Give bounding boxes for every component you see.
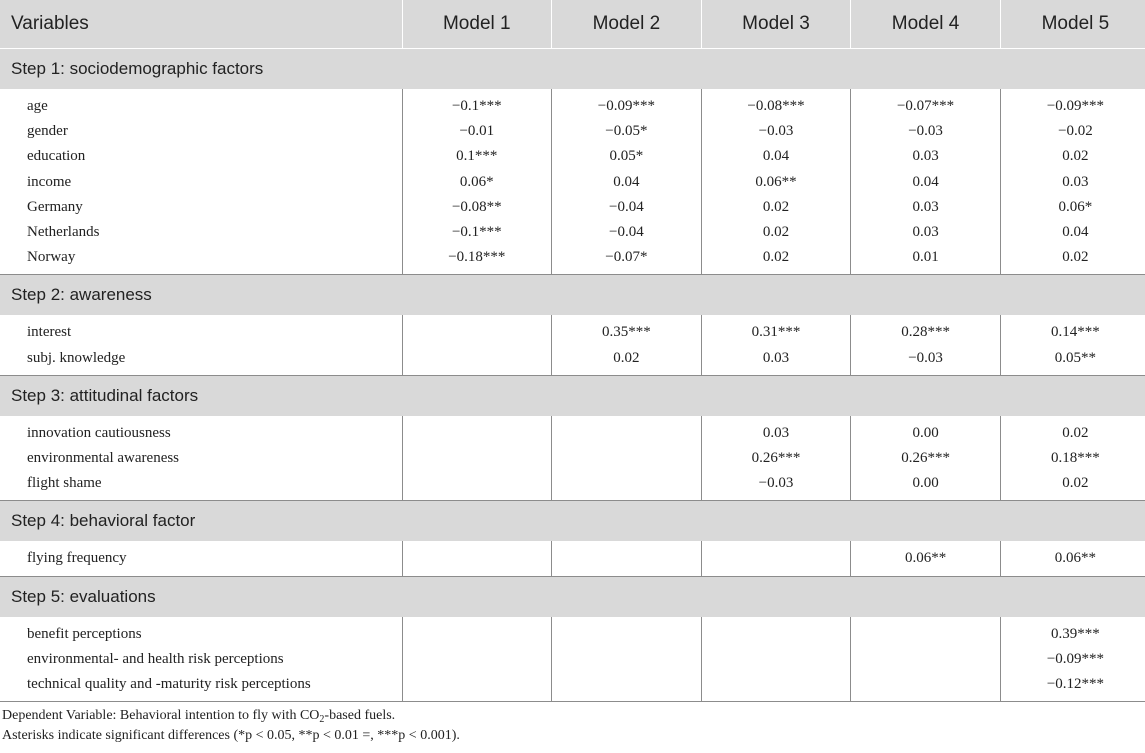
- model-3-column: [701, 416, 851, 501]
- model-2-column: [552, 617, 702, 702]
- table-footnotes: [0, 702, 1145, 746]
- header-variables: Variables: [0, 0, 402, 49]
- variable-label: Netherlands: [27, 224, 100, 241]
- footnote-asterisks: Asterisks indicate significant differences (*p < 0.05, **p < 0.01 =, ***p < 0.001).: [2, 728, 460, 744]
- variable-label: environmental- and health risk perceptions: [27, 650, 284, 667]
- variable-label: gender: [27, 123, 68, 140]
- coefficient-cell: 0.01: [912, 249, 939, 266]
- step-header-row: [0, 375, 1145, 416]
- coefficient-cell: 0.03: [912, 148, 939, 165]
- coefficient-cell: 0.18***: [1051, 450, 1100, 467]
- model-4-column: [851, 315, 1001, 375]
- model-3-column: [701, 89, 851, 275]
- step-header-row: [0, 275, 1145, 316]
- coefficient-cell: −0.05*: [605, 123, 648, 140]
- model-3-column: [701, 541, 851, 576]
- header-model-3: Model 3: [701, 0, 851, 49]
- coefficient-cell: [403, 672, 552, 697]
- coefficient-cell: 0.02: [762, 198, 790, 215]
- step-title: Step 2: awareness: [0, 275, 1145, 316]
- model-2-column: [552, 315, 702, 375]
- coefficient-cell: 0.00: [912, 475, 939, 492]
- variable-label: subj. knowledge: [27, 349, 126, 366]
- coefficient-cell: [552, 672, 701, 697]
- coefficient-cell: 0.02: [1062, 475, 1089, 492]
- variable-label: environmental awareness: [27, 450, 180, 467]
- variable-column: [0, 89, 402, 275]
- step-header-row: [0, 49, 1145, 90]
- step-title: Step 1: sociodemographic factors: [0, 49, 1145, 90]
- coefficient-cell: [552, 647, 701, 672]
- variable-column: [0, 541, 402, 576]
- coefficient-cell: −0.1***: [451, 224, 502, 241]
- variable-column: [0, 416, 402, 501]
- coefficient-cell: 0.04: [912, 173, 939, 190]
- model-2-column: [552, 416, 702, 501]
- coefficient-cell: [403, 421, 552, 446]
- coefficient-cell: 0.02: [1062, 148, 1089, 165]
- coefficient-cell: 0.02: [1062, 249, 1089, 266]
- model-4-column: [851, 416, 1001, 501]
- coefficient-cell: [851, 672, 1000, 697]
- coefficient-cell: 0.1***: [456, 148, 498, 165]
- variable-label: benefit perceptions: [27, 625, 142, 642]
- coefficient-cell: −0.1***: [451, 98, 502, 114]
- header-model-2: Model 2: [552, 0, 702, 49]
- coefficient-cell: 0.03: [912, 224, 939, 241]
- coefficient-cell: 0.00: [912, 424, 939, 441]
- step-body-row: [0, 617, 1145, 702]
- coefficient-cell: −0.07***: [896, 98, 955, 114]
- coefficient-cell: [702, 647, 851, 672]
- coefficient-cell: 0.02: [613, 349, 640, 366]
- model-1-column: [402, 89, 552, 275]
- coefficient-cell: −0.03: [908, 123, 943, 140]
- variable-label: Germany: [27, 198, 83, 215]
- model-5-column: [1000, 416, 1145, 501]
- step-body-row: [0, 416, 1145, 501]
- coefficient-cell: 0.28***: [901, 324, 950, 341]
- coefficient-cell: [552, 471, 701, 496]
- variable-label: income: [27, 173, 72, 190]
- coefficient-cell: [403, 446, 552, 471]
- coefficient-cell: [851, 647, 1000, 672]
- model-4-column: [851, 89, 1001, 275]
- variable-label: technical quality and -maturity risk perceptions: [27, 676, 311, 693]
- coefficient-cell: [702, 672, 851, 697]
- coefficient-cell: 0.04: [762, 148, 790, 165]
- model-1-column: [402, 315, 552, 375]
- coefficient-cell: −0.18***: [448, 249, 506, 266]
- header-row: [0, 0, 1145, 49]
- coefficient-cell: 0.04: [613, 173, 640, 190]
- coefficient-cell: [403, 622, 552, 647]
- variable-column: [0, 617, 402, 702]
- coefficient-cell: −0.12***: [1046, 676, 1105, 693]
- coefficient-cell: 0.39***: [1051, 625, 1100, 642]
- model-1-column: [402, 617, 552, 702]
- step-body-row: [0, 315, 1145, 375]
- coefficient-cell: [702, 622, 851, 647]
- coefficient-cell: −0.03: [908, 349, 943, 366]
- coefficient-cell: 0.06*: [459, 173, 494, 190]
- coefficient-cell: [403, 320, 552, 345]
- variable-label: Norway: [27, 249, 76, 266]
- coefficient-cell: 0.05*: [609, 148, 644, 165]
- coefficient-cell: [851, 622, 1000, 647]
- step-body-row: [0, 541, 1145, 576]
- step-header-row: [0, 501, 1145, 542]
- header-model-5: Model 5: [1000, 0, 1145, 49]
- model-5-column: [1000, 89, 1145, 275]
- header-model-1: Model 1: [402, 0, 552, 49]
- coefficient-cell: −0.03: [758, 123, 794, 140]
- coefficient-cell: 0.02: [762, 224, 790, 241]
- step-header-row: [0, 576, 1145, 617]
- coefficient-cell: 0.03: [762, 349, 790, 366]
- model-2-column: [552, 89, 702, 275]
- header-model-4: Model 4: [851, 0, 1001, 49]
- coefficient-cell: [403, 647, 552, 672]
- coefficient-cell: −0.04: [609, 224, 644, 241]
- coefficient-cell: 0.03: [912, 198, 939, 215]
- variable-column: [0, 315, 402, 375]
- coefficient-cell: 0.06**: [904, 550, 947, 567]
- coefficient-cell: −0.01: [459, 123, 495, 140]
- coefficient-cell: 0.26***: [751, 450, 801, 467]
- variable-label: flying frequency: [27, 550, 127, 567]
- coefficient-cell: 0.05**: [1054, 349, 1097, 366]
- coefficient-cell: 0.02: [1062, 424, 1089, 441]
- coefficient-cell: −0.02: [1058, 123, 1093, 140]
- model-1-column: [402, 416, 552, 501]
- variable-label: education: [27, 148, 86, 165]
- coefficient-cell: [552, 622, 701, 647]
- coefficient-cell: 0.04: [1062, 224, 1089, 241]
- coefficient-cell: −0.07*: [605, 249, 648, 266]
- variable-label: age: [27, 98, 48, 114]
- coefficient-cell: 0.06**: [755, 173, 797, 190]
- coefficient-cell: 0.14***: [1051, 324, 1100, 341]
- variable-label: interest: [27, 324, 72, 341]
- variable-label: innovation cautiousness: [27, 424, 171, 441]
- coefficient-cell: 0.35***: [602, 324, 651, 341]
- coefficient-cell: −0.09***: [597, 98, 655, 114]
- coefficient-cell: −0.08**: [451, 198, 502, 215]
- coefficient-cell: 0.06*: [1058, 198, 1093, 215]
- coefficient-cell: [403, 471, 552, 496]
- coefficient-cell: 0.26***: [901, 450, 950, 467]
- step-title: Step 5: evaluations: [0, 576, 1145, 617]
- step-title: Step 4: behavioral factor: [0, 501, 1145, 542]
- model-3-column: [701, 617, 851, 702]
- footnote-dependent-variable: Dependent Variable: Behavioral intention to fly with $CO_2$-based fuels.: [2, 708, 396, 726]
- model-4-column: [851, 617, 1001, 702]
- model-3-column: [701, 315, 851, 375]
- coefficient-cell: [403, 546, 552, 571]
- step-title: Step 3: attitudinal factors: [0, 375, 1145, 416]
- model-5-column: [1000, 541, 1145, 576]
- coefficient-cell: 0.02: [762, 249, 790, 266]
- model-1-column: [402, 541, 552, 576]
- coefficient-cell: [702, 546, 851, 571]
- coefficient-cell: −0.08***: [747, 98, 805, 114]
- coefficient-cell: −0.09***: [1046, 98, 1105, 114]
- coefficient-cell: −0.03: [758, 475, 794, 492]
- step-body-row: [0, 89, 1145, 275]
- model-5-column: [1000, 315, 1145, 375]
- coefficient-cell: −0.09***: [1046, 650, 1105, 667]
- coefficient-cell: −0.04: [609, 198, 644, 215]
- model-5-column: [1000, 617, 1145, 702]
- model-2-column: [552, 541, 702, 576]
- coefficient-cell: [403, 346, 552, 371]
- coefficient-cell: [552, 546, 701, 571]
- coefficient-cell: 0.03: [1062, 173, 1089, 190]
- coefficient-cell: [552, 446, 701, 471]
- model-4-column: [851, 541, 1001, 576]
- coefficient-cell: 0.03: [762, 424, 790, 441]
- variable-label: flight shame: [27, 475, 102, 492]
- coefficient-cell: 0.06**: [1054, 550, 1097, 567]
- coefficient-cell: [552, 421, 701, 446]
- coefficient-cell: 0.31***: [751, 324, 801, 341]
